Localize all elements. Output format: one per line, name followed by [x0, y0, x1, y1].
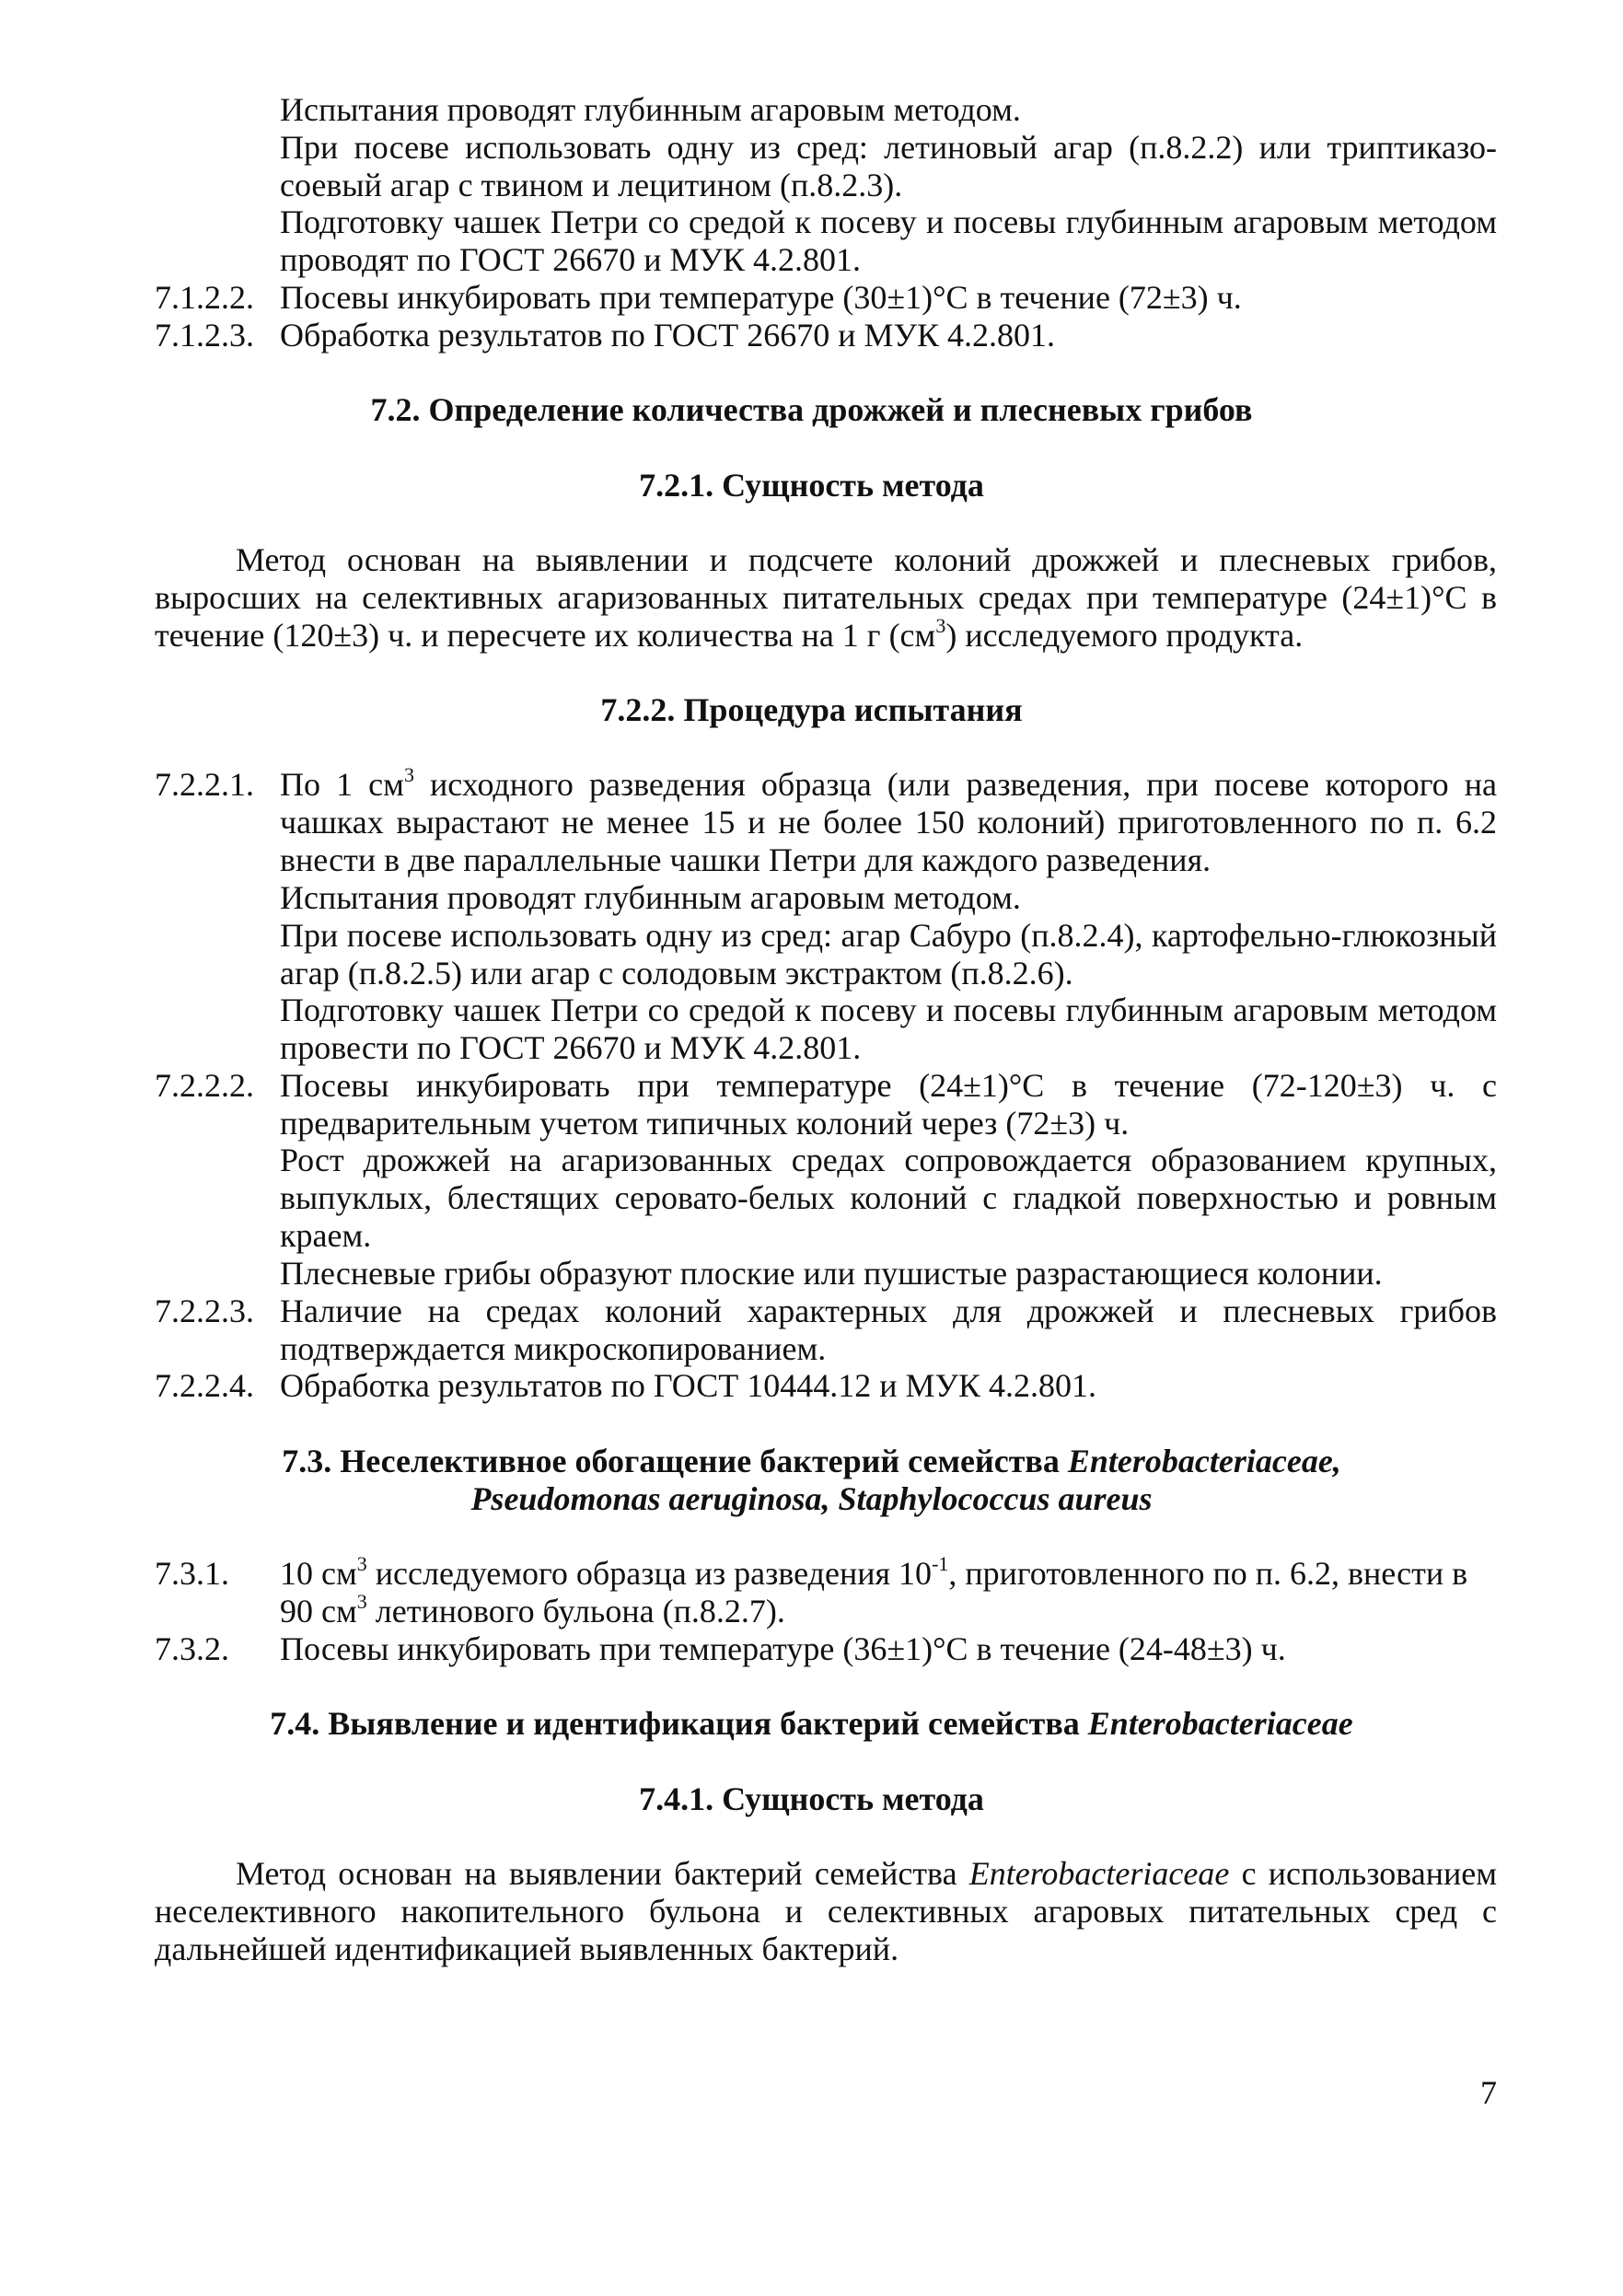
page-number: 7: [1480, 2074, 1497, 2111]
paragraph-petri-prep: Подготовку чашек Петри со средой к посеву и посевы глубинным агаровым методом проводят по ГОСТ 26670 и МУК 4.2.801.: [280, 203, 1497, 278]
item-text: 10 $см^3$ исследуемого образца из разведения $10^{-1}$, приготовленного по п. 6.2, внести в 90 $см^3$ летинового бульона (п.8.2.7).: [280, 1552, 1468, 1629]
paragraph-media-choice: При посеве использовать одну из сред: летиновый агар (п.8.2.2) или триптиказо-соевый агар с твином и лецитином (п.8.2.3).: [280, 129, 1497, 203]
item-text: Посевы инкубировать при температуре (30±1)°С в течение (72±3) ч.: [280, 279, 1242, 316]
section-heading-7-3: 7.3. Неселективное обогащение бактерий семейства Enterobacteriaceae, Pseudomonas aeruginosa, Staphylococcus aureus: [282, 1443, 1341, 1517]
paragraph-yeast-growth: Рост дрожжей на агаризованных средах сопровождается образованием крупных, выпуклых, блестящих серовато-белых колоний с гладкой поверхностью и ровным краем.: [280, 1142, 1497, 1254]
paragraph-method-note-2: Испытания проводят глубинным агаровым методом.: [280, 879, 1021, 916]
subsection-heading-7-2-2: 7.2.2. Процедура испытания: [600, 691, 1023, 728]
paragraph-media-choice-2: При посеве использовать одну из сред: агар Сабуро (п.8.2.4), картофельно-глюкозный агар (п.8.2.5) или агар с солодовым экстрактом (п.8.2.6).: [280, 917, 1497, 991]
paragraph-method-note: Испытания проводят глубинным агаровым методом.: [280, 91, 1021, 128]
item-number: 7.2.2.4.: [155, 1367, 254, 1404]
item-text: Наличие на средах колоний характерных для дрожжей и плесневых грибов подтверждается микроскопированием.: [280, 1293, 1497, 1367]
subsection-heading-7-4-1: 7.4.1. Сущность метода: [639, 1780, 984, 1817]
section-heading-7-2: 7.2. Определение количества дрожжей и плесневых грибов: [370, 391, 1253, 428]
item-text: Посевы инкубировать при температуре (36±1)°С в течение (24-48±3) ч.: [280, 1630, 1286, 1667]
paragraph-mold-growth: Плесневые грибы образуют плоские или пушистые разрастающиеся колонии.: [280, 1255, 1383, 1292]
item-text: Обработка результатов по ГОСТ 26670 и МУК 4.2.801.: [280, 317, 1055, 354]
item-number: 7.3.1.: [155, 1555, 229, 1592]
item-number: 7.1.2.2.: [155, 279, 254, 316]
subsection-heading-7-2-1: 7.2.1. Сущность метода: [639, 467, 984, 504]
item-text: Обработка результатов по ГОСТ 10444.12 и МУК 4.2.801.: [280, 1367, 1096, 1404]
item-number: 7.3.2.: [155, 1630, 229, 1667]
paragraph-7-2-1-essence: Метод основан на выявлении и подсчете колоний дрожжей и плесневых грибов, выросших на селективных агаризованных питательных средах при температуре (24±1)°С в течение (120±3) ч. и пересчете их количества на 1 г $(см^3)$ исследуемого продукта.: [155, 541, 1497, 654]
item-number: 7.2.2.2.: [155, 1067, 254, 1104]
paragraph-petri-prep-2: Подготовку чашек Петри со средой к посеву и посевы глубинным агаровым методом провести по ГОСТ 26670 и МУК 4.2.801.: [280, 991, 1497, 1066]
item-text: По 1 $см^3$ исходного разведения образца (или разведения, при посеве которого на чашках вырастают не менее 15 и не более 150 колоний) приготовленного по п. 6.2 внести в две параллельные чашки Петри для каждого разведения.: [280, 763, 1497, 878]
item-text: Посевы инкубировать при температуре (24±1)°С в течение (72-120±3) ч. с предварительным учетом типичных колоний через (72±3) ч.: [280, 1067, 1497, 1142]
section-heading-7-4: 7.4. Выявление и идентификация бактерий семейства Enterobacteriaceae: [270, 1705, 1353, 1742]
paragraph-7-4-1-essence: Метод основан на выявлении бактерий семейства Enterobacteriaceae с использованием неселективного накопительного бульона и селективных агаровых питательных сред с дальнейшей идентификацией выявленных бактерий.: [155, 1855, 1497, 1967]
item-number: 7.2.2.3.: [155, 1293, 254, 1329]
item-number: 7.2.2.1.: [155, 766, 254, 803]
item-number: 7.1.2.3.: [155, 317, 254, 354]
